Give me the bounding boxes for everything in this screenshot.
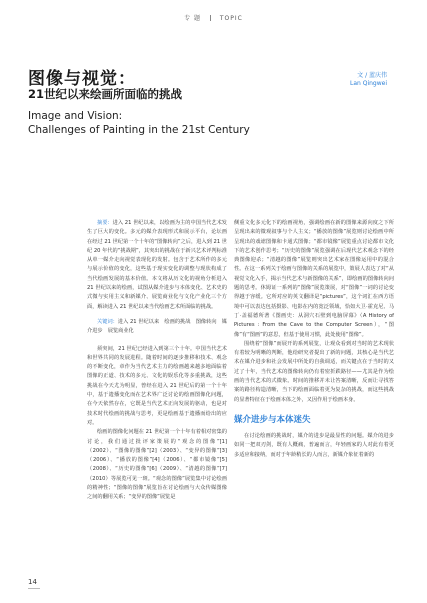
author-label: 文 / 蓝庆伟 bbox=[357, 72, 387, 79]
footer-rule bbox=[28, 588, 40, 589]
abstract-text: 进入 21 世纪以来，以绘画为主的中国当代艺术发生了巨大的变化。多元的媒介表现形式和展示平台，论坛画在经过 21 世纪第一个十年的“图像转向”之后，进入到 21 世纪 20 年代的“挑战期”，其突出的挑战在于新兴艺术评判标准从单一媒介走向视觉表现化的发射。包含于艺术所作的多元与展示价值的变化，这些基于现实变化的调整与现状构成了当代绘画发展的基本价值。本文将从历文化的视角分析进入 21 世纪以来的绘画，试图从媒介进步与本体变化、艺术史的式微与实用主义和新媒介、展览商业化与文化产业化三个方面，解读进入 21 世纪以来当代绘画艺术所面临的挑战。 bbox=[87, 220, 227, 310]
keywords-text: 进入 21 世纪以来 绘画的挑战 图像转向 媒介进步 展览商业化 bbox=[87, 318, 227, 335]
header-divider bbox=[210, 15, 211, 21]
english-title-line-2: Challenges of Painting in the 21st Century bbox=[28, 124, 250, 136]
english-title bbox=[28, 109, 288, 137]
page-number: 14 bbox=[28, 578, 37, 586]
abstract-label: 摘要： bbox=[97, 220, 113, 226]
left-column bbox=[87, 219, 227, 503]
abstract bbox=[87, 219, 227, 312]
right-column bbox=[234, 219, 394, 460]
keywords-label: 关键词： bbox=[97, 318, 118, 325]
keywords bbox=[87, 318, 227, 337]
article-title: 图像与视觉： bbox=[28, 69, 136, 89]
english-title-line-1: Image and Vision: bbox=[28, 110, 123, 122]
header-section-label: 专 题 bbox=[184, 15, 202, 22]
running-header bbox=[0, 13, 427, 22]
body-paragraph-4: 围绕着“图像”而展开的系列展览，让观众看到对当时的艺术现状有着较为明晰的判断，他给研究者提出了新的问题，其核心是当代艺术在媒介进步和社会发展中所处的自我调适，而关键点在于当时的又过了十年，当代艺术的图像转向仍有着密折跌路径——尤其是作为绘画的当代艺术的式微象。时间的推移并未让答案清晰，反而让寻找答案的路径构造清晰，当下的绘画面临着更为复杂的挑战，而这些挑战的显著特征在于绘画本体之外，又因作用于绘画本身。 bbox=[234, 340, 394, 403]
section-heading: 媒介进步与本体迷失 bbox=[234, 414, 311, 425]
header-topic-label: TOPIC bbox=[219, 15, 243, 22]
body-paragraph-3: 侧重文化多元化下的绘画视角，强调绘画在新的图像来源向度之下所呈现出来的微观叙事与个人主义；“播放的图像”展览则讨论绘画中所呈现出的戏谑图像和卡通式图像；“都市镜像”展览重点讨论都市文化下的艺术创作思考；“历史的图像”展览强调在后现代艺术观念下的经典图像迎杀；“清越的图像”展览则突出艺术家在图像运用中的混合性。在这一系列关于绘画与图像的关系的展览中，策展人表达了对“从视觉文化入手，揭示当代艺术与新图像的关系”，即绘画的图像转向问题的思考。休姆证一系列的“图像”展览策展，对“图像”一词的讨论变得越于容缓。它所对应的英文翻译是“pictures”，这个词汇在西方语境中可以表达包括摄影、电影在内的宽泛领域，恰如大卫·霍克尼、马丁·盖福德所著《图画史：从洞穴石壁到电脑屏幕》（A History of Pictures : From the Cave to the Computer Screen），“图像”有“图画”的意思，但基于使用习惯，此处使用“图像”。 bbox=[234, 220, 394, 338]
body-paragraph-2: 绘画的图像化问题在 21 世纪第一个十年有着相对密集的讨论，我们通过批评家策展的“观念的图像”[1]（2002）、“图像的图像”[2]（2003）、“变异的图像”[3]（2006）、“播放的图像”[4]（2006）、“都市镜像”[5]（2008）、“历史的图像”[6]（2009）、“清越的图像”[7]（2010）等展览可见一斑。“观念的图像”展览集中讨论绘画的精神性；“图像的图像”展览旨在讨论绘画与大众传媒图像之间的翻用关系；“变异的图像”展览是 bbox=[87, 429, 227, 501]
author-block bbox=[350, 72, 387, 88]
body-paragraph-1: 须突间，21 世纪已经进入到第三个十年。中国当代艺术和世界共同的发展进程。随着时间的逐步推移和技术、观念的不断变化，章作为当代艺术主力的绘画越来越多地面临着图像的正道、技术的多元、文化的娱乐化等多重挑战，这些挑战在今天尤为明显，曾经在进入 21 世纪后的第一个十年中，基于遗播变化而在艺术界广泛讨论的绘画图像化问题，在今天依然存在，它既是当代艺术正向发展的驱动，也是对技术时代绘画的挑战与思考，更是绘画基于遗播而给出的应对。 bbox=[87, 345, 227, 426]
body-paragraph-5: 在讨论绘画的挑战时，媒介的进步是最显性的问题。媒介的进步如同一把双刃剑，既有人概痛，普遍而言，年轻画家的人对此有着更多适应和接纳，而对于年龄稍长的人而言，新媒介象征着新的 bbox=[234, 432, 394, 458]
article-subtitle: 21世纪以来绘画所面临的挑战 bbox=[28, 87, 183, 101]
author-name-en: Lan Qingwei bbox=[350, 80, 387, 87]
